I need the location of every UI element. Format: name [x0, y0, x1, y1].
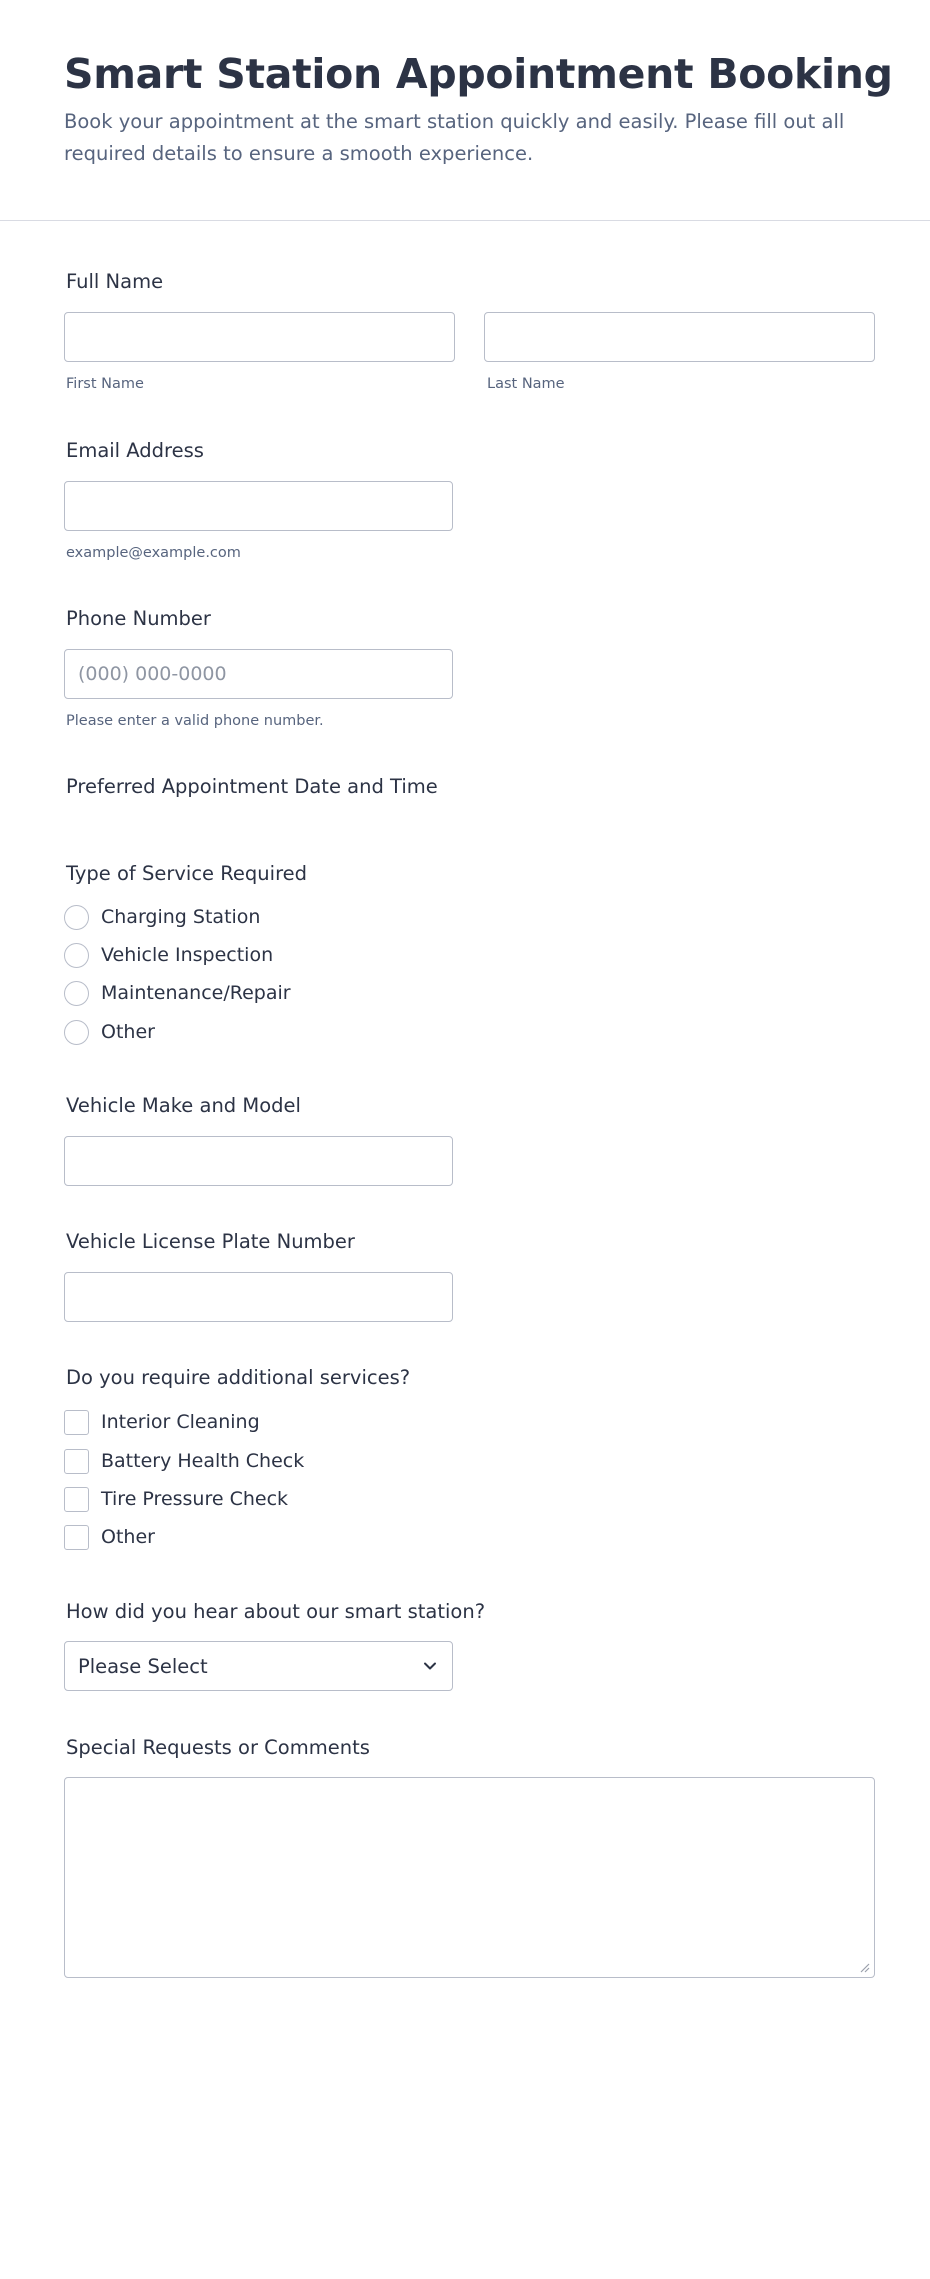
- radio-button[interactable]: [64, 981, 89, 1006]
- last-name-input[interactable]: [484, 312, 875, 362]
- radio-button[interactable]: [64, 943, 89, 968]
- phone-sublabel: Please enter a valid phone number.: [66, 713, 324, 729]
- service-option-label: Charging Station: [101, 906, 261, 928]
- referral-selected-value: Please Select: [78, 1654, 208, 1678]
- radio-button[interactable]: [64, 1020, 89, 1045]
- service-option-label: Vehicle Inspection: [101, 944, 274, 966]
- page-subtitle: Book your appointment at the smart station quickly and easily. Please fill out all required details to ensure a smooth experience.: [64, 110, 845, 165]
- additional-option[interactable]: [64, 1523, 155, 1551]
- radio-button[interactable]: [64, 905, 89, 930]
- datetime-label: Preferred Appointment Date and Time: [66, 775, 438, 798]
- additional-option[interactable]: [64, 1485, 288, 1513]
- page-title: Smart Station Appointment Booking: [64, 50, 893, 98]
- additional-option-label: Other: [101, 1526, 155, 1548]
- plate-label: Vehicle License Plate Number: [66, 1230, 355, 1253]
- email-label: Email Address: [66, 439, 204, 462]
- resize-grip-icon[interactable]: [858, 1961, 870, 1973]
- checkbox[interactable]: [64, 1525, 89, 1550]
- phone-label: Phone Number: [66, 607, 211, 630]
- referral-select[interactable]: [64, 1641, 453, 1691]
- additional-option-label: Interior Cleaning: [101, 1411, 260, 1433]
- phone-input[interactable]: [64, 649, 453, 699]
- checkbox[interactable]: [64, 1487, 89, 1512]
- referral-label: How did you hear about our smart station?: [66, 1600, 486, 1623]
- last-name-sublabel: Last Name: [487, 376, 565, 392]
- additional-option-label: Tire Pressure Check: [101, 1488, 289, 1510]
- additional-option[interactable]: [64, 1408, 260, 1436]
- full-name-label: Full Name: [66, 270, 164, 293]
- service-option[interactable]: [64, 1018, 155, 1046]
- first-name-sublabel: First Name: [66, 376, 144, 392]
- email-input[interactable]: [64, 481, 453, 531]
- additional-option[interactable]: [64, 1447, 304, 1475]
- additional-label: Do you require additional services?: [66, 1366, 411, 1389]
- service-label: Type of Service Required: [66, 862, 308, 885]
- form-header: [0, 0, 930, 221]
- additional-option-label: Battery Health Check: [101, 1450, 305, 1472]
- email-sublabel: example@example.com: [66, 545, 241, 561]
- plate-input[interactable]: [64, 1272, 453, 1322]
- service-option-label: Maintenance/Repair: [101, 982, 291, 1004]
- service-option[interactable]: [64, 941, 273, 969]
- first-name-input[interactable]: [64, 312, 455, 362]
- checkbox[interactable]: [64, 1449, 89, 1474]
- service-option-label: Other: [101, 1021, 155, 1043]
- comments-label: Special Requests or Comments: [66, 1736, 370, 1759]
- checkbox[interactable]: [64, 1410, 89, 1435]
- chevron-down-icon: [420, 1656, 440, 1676]
- service-option[interactable]: [64, 979, 291, 1007]
- service-option[interactable]: [64, 903, 260, 931]
- vehicle-label: Vehicle Make and Model: [66, 1094, 301, 1117]
- comments-textarea[interactable]: [64, 1777, 875, 1978]
- vehicle-input[interactable]: [64, 1136, 453, 1186]
